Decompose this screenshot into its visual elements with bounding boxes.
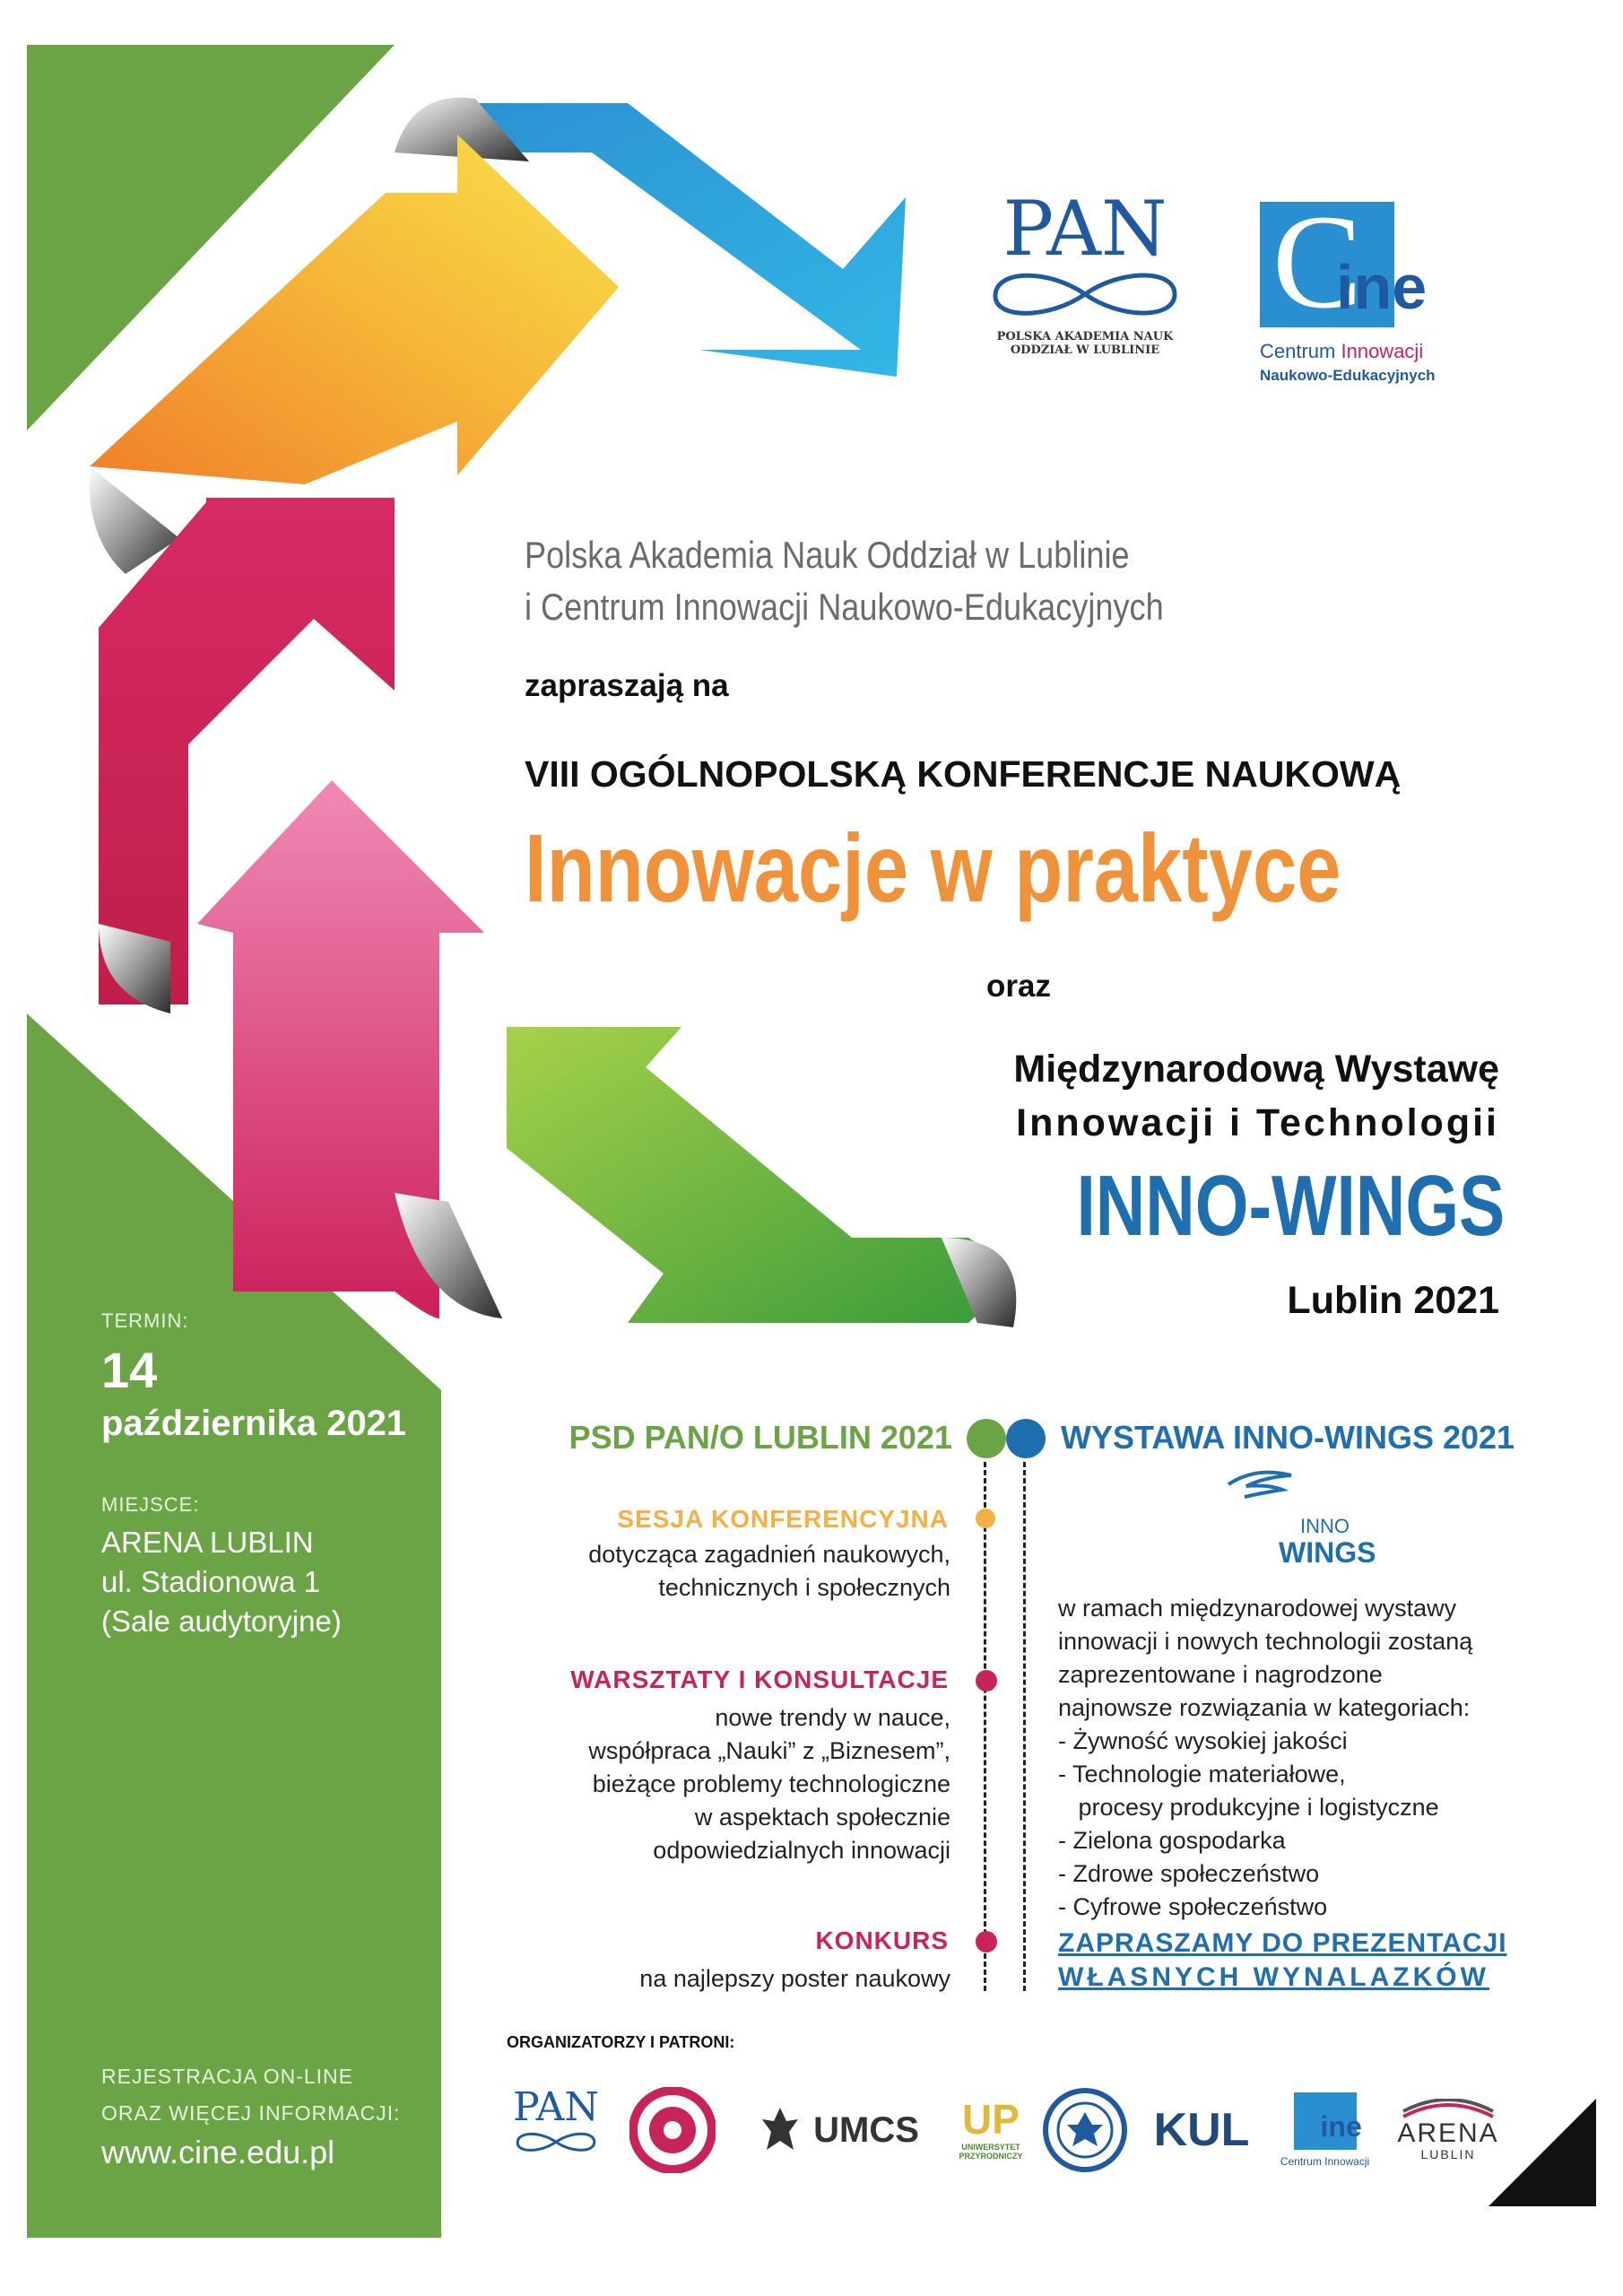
cine-logo-line1a: Centrum bbox=[1260, 340, 1341, 362]
cta-line-1[interactable]: ZAPRASZAMY DO PREZENTACJI bbox=[1058, 1928, 1507, 1958]
workshops-line-2: współpraca „Nauki” z „Biznesem”, bbox=[588, 1737, 950, 1764]
partner-up-logo bbox=[950, 2079, 1031, 2178]
category-item: procesy produkcyjne i logistyczne bbox=[1058, 1794, 1439, 1821]
category-item: - Zdrowe społeczeństwo bbox=[1058, 1860, 1320, 1887]
partner-cine-subtext: Centrum Innowacji bbox=[1280, 2155, 1370, 2168]
partner-cine-logo bbox=[1269, 2081, 1381, 2179]
partner-kul-logo bbox=[1148, 2099, 1255, 2161]
pan-logo bbox=[977, 185, 1193, 395]
partner-arena-logo bbox=[1394, 2090, 1502, 2170]
partner-politechnika-logo bbox=[628, 2085, 717, 2175]
inno-wings-logo-a: INNO bbox=[1300, 1515, 1350, 1537]
pan-logo-line1: POLSKA AKADEMIA NAUK bbox=[996, 330, 1174, 344]
exhibition-desc-line: zaprezentowane i nagrodzone bbox=[1058, 1661, 1383, 1688]
city-year: Lublin 2021 bbox=[1287, 1279, 1499, 1322]
inno-wings-logo-b: WINGS bbox=[1279, 1536, 1376, 1569]
exhibition-desc-line: w ramach międzynarodowej wystawy bbox=[1058, 1595, 1457, 1622]
wing-icon bbox=[1219, 1466, 1300, 1529]
cta-line-2[interactable]: WŁASNYCH WYNALAZKÓW bbox=[1058, 1962, 1489, 1992]
pan-logo-mark: PAN bbox=[1002, 185, 1167, 273]
cine-logo-line2: Naukowo-Edukacyjnych bbox=[1260, 367, 1436, 384]
infinity-icon bbox=[507, 2127, 605, 2154]
timeline-left bbox=[984, 1462, 986, 1991]
session-line-1: dotycząca zagadnień naukowych, bbox=[588, 1541, 950, 1568]
partner-kul-text: KUL bbox=[1153, 2104, 1250, 2156]
website-link[interactable]: www.cine.edu.pl bbox=[101, 2134, 335, 2170]
org-line-1: Polska Akademia Nauk Oddział w Lublinie bbox=[525, 534, 1130, 576]
category-item: - Zielona gospodarka bbox=[1058, 1827, 1286, 1854]
conference-title: Innowacje w praktyce bbox=[525, 813, 1341, 922]
partner-cine-text: ine bbox=[1320, 2110, 1362, 2143]
and-text: oraz bbox=[986, 969, 1051, 1004]
left-column-heading: PSD PAN/O LUBLIN 2021 bbox=[568, 1419, 952, 1456]
magenta-dot-2 bbox=[976, 1931, 997, 1952]
partner-pan-logo bbox=[502, 2076, 610, 2166]
place-room: (Sale audytoryjne) bbox=[101, 1605, 342, 1638]
workshops-line-3: bieżące problemy technologiczne bbox=[592, 1770, 950, 1797]
exhibition-line-2: Innowacji i Technologii bbox=[1016, 1101, 1499, 1144]
category-item: - Cyfrowe społeczeństwo bbox=[1058, 1893, 1328, 1920]
conference-heading: VIII OGÓLNOPOLSKĄ KONFERENCJE NAUKOWĄ bbox=[525, 753, 1402, 795]
partner-up-text: UP bbox=[962, 2096, 1020, 2143]
orange-dot bbox=[976, 1509, 995, 1528]
event-month-year: października 2021 bbox=[101, 1404, 407, 1443]
contest-line-1: na najlepszy poster naukowy bbox=[639, 1965, 950, 1992]
exhibition-line-1: Międzynarodową Wystawę bbox=[1013, 1048, 1499, 1091]
partner-medical-university-logo bbox=[1040, 2085, 1130, 2175]
timeline-right bbox=[1023, 1462, 1026, 1991]
eagle-icon bbox=[758, 2103, 803, 2157]
stadium-icon bbox=[1399, 2099, 1497, 2120]
pan-logo-line2: ODDZIAŁ W LUBLINIE bbox=[1010, 344, 1160, 357]
partner-up-subtext: UNIWERSYTET PRZYRODNICZY bbox=[959, 2143, 1023, 2161]
exhibition-desc-line: innowacji i nowych technologii zostaną bbox=[1058, 1628, 1473, 1655]
registration-label-2: ORAZ WIĘCEJ INFORMACJI: bbox=[101, 2101, 401, 2125]
magenta-dot-1 bbox=[976, 1670, 997, 1692]
invite-text: zapraszają na bbox=[525, 668, 729, 703]
partner-pan-text: PAN bbox=[513, 2084, 599, 2130]
event-day: 14 bbox=[101, 1342, 158, 1398]
cine-logo-ine: ine bbox=[1336, 252, 1428, 322]
workshops-title: WARSZTATY I KONSULTACJE bbox=[570, 1665, 949, 1693]
exhibition-desc-line: najnowsze rozwiązania w kategoriach: bbox=[1058, 1694, 1471, 1721]
partner-umcs-logo bbox=[744, 2094, 933, 2166]
place-label: MIEJSCE: bbox=[101, 1493, 200, 1516]
category-item: - Technologie materiałowe, bbox=[1058, 1761, 1346, 1787]
workshops-line-1: nowe trendy w nauce, bbox=[715, 1704, 950, 1731]
blue-dot bbox=[1006, 1419, 1046, 1458]
green-arrow bbox=[507, 1027, 997, 1323]
exhibition-description bbox=[1058, 1592, 1472, 1924]
cine-logo-line1b: Innowacji bbox=[1341, 340, 1424, 362]
green-dot bbox=[967, 1419, 1006, 1458]
registration-label-1: REJESTRACJA ON-LINE bbox=[101, 2065, 353, 2088]
contest-title: KONKURS bbox=[815, 1926, 949, 1954]
place-street: ul. Stadionowa 1 bbox=[101, 1565, 321, 1598]
seal-icon bbox=[1042, 2087, 1128, 2173]
org-line-2: i Centrum Innowacji Naukowo-Edukacyjnych bbox=[525, 586, 1164, 628]
decorative-arrows-overlay bbox=[0, 1013, 502, 1372]
workshops-line-5: odpowiedzialnych innowacji bbox=[653, 1837, 950, 1864]
cine-logo-c: C bbox=[1272, 187, 1363, 336]
workshops-line-4: w aspektach społecznie bbox=[694, 1804, 950, 1831]
term-label: TERMIN: bbox=[101, 1309, 189, 1332]
partner-arena-text: ARENA bbox=[1397, 2118, 1499, 2148]
session-line-2: technicznych i społecznych bbox=[658, 1574, 950, 1601]
cine-logo bbox=[1260, 187, 1475, 395]
inno-wings-logo bbox=[1219, 1466, 1381, 1574]
seal-icon bbox=[629, 2087, 716, 2173]
partner-umcs-text: UMCS bbox=[813, 2109, 919, 2150]
exhibition-name: INNO-WINGS bbox=[1076, 1158, 1505, 1254]
session-title: SESJA KONFERENCYJNA bbox=[617, 1505, 949, 1533]
partners-label: ORGANIZATORZY I PATRONI: bbox=[507, 2033, 735, 2051]
place-name: ARENA LUBLIN bbox=[101, 1526, 314, 1559]
category-item: - Żywność wysokiej jakości bbox=[1058, 1727, 1348, 1754]
partner-arena-subtext: LUBLIN bbox=[1420, 2147, 1476, 2161]
right-column-heading: WYSTAWA INNO-WINGS 2021 bbox=[1061, 1419, 1515, 1456]
